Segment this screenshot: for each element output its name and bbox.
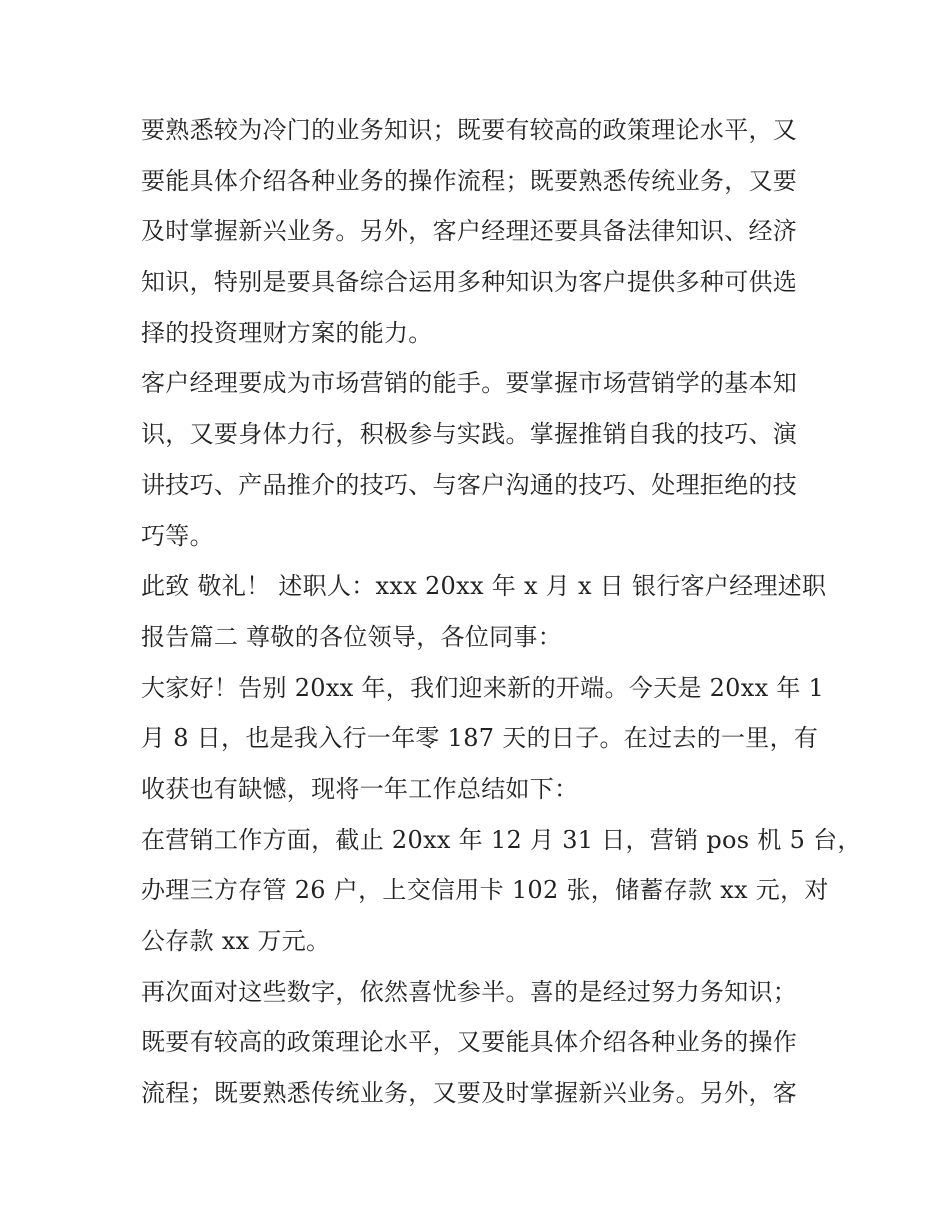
text-line: 报告篇二 尊敬的各位领导，各位同事： <box>141 622 563 651</box>
text-line: 此致 敬礼！ 述职人：xxx 20xx 年 x 月 x 日 银行客户经理述职 <box>141 572 827 601</box>
text-line: 巧等。 <box>141 521 214 550</box>
text-line: 公存款 xx 万元。 <box>141 927 331 955</box>
text-line: 既要有较高的政策理论水平，又要能具体介绍各种业务的操作 <box>141 1028 798 1057</box>
text-line: 大家好！告别 20xx 年，我们迎来新的开端。今天是 20xx 年 1 <box>141 673 825 702</box>
text-line: 客户经理要成为市场营销的能手。要掌握市场营销学的基本知 <box>141 369 798 398</box>
text-line: 收获也有缺憾，现将一年工作总结如下： <box>141 774 579 803</box>
text-line: 月 8 日，也是我入行一年零 187 天的日子。在过去的一里，有 <box>141 724 819 753</box>
document-body <box>141 105 862 1119</box>
text-line: 流程；既要熟悉传统业务，又要及时掌握新兴业务。另外，客 <box>141 1079 798 1108</box>
text-line: 识，又要身体力行，积极参与实践。掌握推销自我的技巧、演 <box>141 420 798 449</box>
text-line: 要能具体介绍各种业务的操作流程；既要熟悉传统业务，又要 <box>141 166 798 195</box>
text-line: 再次面对这些数字，依然喜忧参半。喜的是经过努力务知识； <box>141 977 798 1006</box>
text-line: 要熟悉较为冷门的业务知识；既要有较高的政策理论水平，又 <box>141 116 798 144</box>
text-line: 及时掌握新兴业务。另外，客户经理还要具备法律知识、经济 <box>141 217 798 246</box>
text-line: 择的投资理财方案的能力。 <box>141 318 433 347</box>
text-line: 在营销工作方面，截止 20xx 年 12 月 31 日，营销 pos 机 5 台， <box>141 825 862 854</box>
text-line: 讲技巧、产品推介的技巧、与客户沟通的技巧、处理拒绝的技 <box>141 470 798 499</box>
text-line: 办理三方存管 26 户，上交信用卡 102 张，储蓄存款 xx 元，对 <box>141 876 829 905</box>
text-line: 知识，特别是要具备综合运用多种知识为客户提供多种可供选 <box>141 268 798 297</box>
